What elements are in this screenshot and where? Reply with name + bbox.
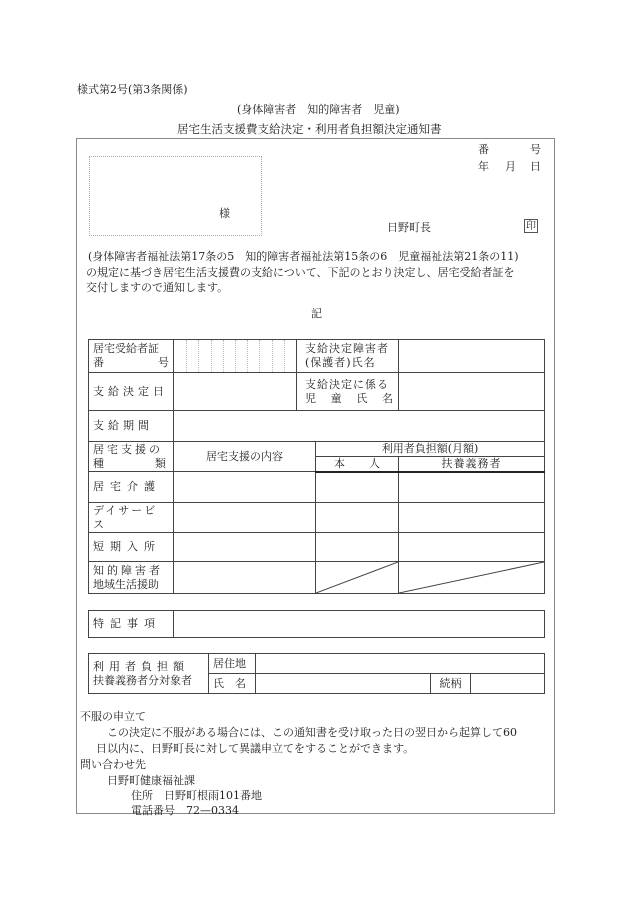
appeal-text-line2: 日以内に、日野町長に対して異議申立てをすることができます。 bbox=[96, 742, 415, 755]
relation-field[interactable] bbox=[471, 674, 545, 694]
char: 童 bbox=[330, 391, 343, 405]
home-care-content-field[interactable] bbox=[174, 472, 316, 503]
day-service-content-field[interactable] bbox=[174, 503, 316, 533]
ki-label: 記 bbox=[311, 307, 322, 320]
table-row bbox=[89, 503, 545, 533]
self-header bbox=[316, 457, 399, 472]
diagonal-strike-line bbox=[316, 562, 398, 593]
contact-phone: 電話番号 72—0334 bbox=[131, 804, 239, 817]
child-name-label-line2 bbox=[305, 392, 394, 406]
decided-person-field[interactable] bbox=[399, 340, 545, 373]
issuer-name: 日野町長 bbox=[387, 221, 431, 234]
service-type-header-line2 bbox=[93, 457, 169, 471]
cert-number-label-line2 bbox=[93, 356, 169, 370]
cert-number-go: 号 bbox=[158, 356, 169, 369]
date-month-label: 月 bbox=[505, 160, 516, 173]
service-label-short-stay: 短期入所 bbox=[89, 533, 174, 562]
table-row bbox=[89, 533, 545, 562]
address-field[interactable] bbox=[256, 654, 545, 674]
appeal-heading: 不服の申立て bbox=[80, 710, 146, 723]
number-label-go: 号 bbox=[530, 143, 541, 156]
special-notes-table bbox=[88, 610, 545, 638]
intro-line: の規定に基づき居宅生活支援費の支給について、下記のとおり決定し、居宅受給者証を bbox=[86, 265, 515, 279]
intro-line: 交付しますので通知します。 bbox=[86, 281, 229, 294]
day-service-self-field[interactable] bbox=[316, 503, 399, 533]
decided-person-label-line1: 支給決定障害者 bbox=[305, 342, 389, 355]
cert-number-label-line1: 居宅受給者証 bbox=[93, 342, 159, 355]
decided-person-label bbox=[297, 340, 399, 373]
group-living-label-line1: 知的障害者 bbox=[93, 563, 163, 577]
cert-number-ban: 番 bbox=[93, 356, 104, 369]
intro-paragraph bbox=[86, 249, 552, 296]
service-label-day-service: デイサービス bbox=[89, 503, 174, 533]
char: 児 bbox=[305, 391, 317, 405]
contact-address: 住所 日野町根雨101番地 bbox=[131, 789, 262, 802]
service-label-home-care: 居宅介護 bbox=[89, 472, 174, 503]
form-title: 居宅生活支援費支給決定・利用者負担額決定通知書 bbox=[177, 122, 442, 136]
decision-date-field[interactable] bbox=[174, 373, 297, 411]
day-service-guardian-field[interactable] bbox=[399, 503, 545, 533]
guardian-burden-label-line2: 扶養義務者分対象者 bbox=[93, 673, 192, 687]
guardian-header: 扶養義務者 bbox=[399, 457, 545, 472]
group-living-content-field[interactable] bbox=[174, 562, 316, 594]
name-field[interactable] bbox=[256, 674, 431, 694]
seal-stamp-icon: 印 bbox=[526, 221, 536, 232]
service-type-header-line1: 居宅支援の bbox=[93, 442, 163, 456]
short-stay-content-field[interactable] bbox=[174, 533, 316, 562]
appeal-text-line1: この決定に不服がある場合には、この通知書を受け取った日の翌日から起算して60 bbox=[107, 726, 517, 739]
char: 類 bbox=[155, 456, 169, 470]
special-notes-label: 特記事項 bbox=[89, 611, 174, 638]
table-row bbox=[89, 472, 545, 503]
diagonal-strike-line bbox=[399, 562, 544, 593]
char: 氏 bbox=[356, 391, 369, 405]
table-row bbox=[89, 654, 545, 674]
char: 名 bbox=[381, 391, 394, 405]
table-row bbox=[89, 411, 545, 442]
table-row bbox=[89, 562, 545, 594]
date-day-label: 日 bbox=[530, 160, 541, 173]
group-living-guardian-field-crossed bbox=[399, 562, 545, 594]
special-notes-field[interactable] bbox=[174, 611, 545, 638]
table-row bbox=[89, 373, 545, 411]
service-label-group-living bbox=[89, 562, 174, 594]
cert-number-label bbox=[89, 340, 174, 373]
child-name-label bbox=[297, 373, 399, 411]
char: 人 bbox=[369, 456, 380, 470]
intro-line: (身体障害者福祉法第17条の5 知的障害者福祉法第15条の6 児童福祉法第21条の11) bbox=[88, 250, 519, 263]
service-content-header: 居宅支援の内容 bbox=[174, 442, 316, 472]
child-name-field[interactable] bbox=[399, 373, 545, 411]
table-row bbox=[89, 442, 545, 457]
guardian-burden-table bbox=[88, 653, 545, 694]
table-row bbox=[89, 340, 545, 373]
group-living-self-field-crossed bbox=[316, 562, 399, 594]
recipient-suffix: 様 bbox=[219, 207, 230, 220]
decided-person-label-line2: (保護者)氏名 bbox=[305, 356, 376, 369]
group-living-label-line2: 地域生活援助 bbox=[93, 577, 159, 591]
short-stay-self-field[interactable] bbox=[316, 533, 399, 562]
recipient-address-box[interactable] bbox=[89, 156, 262, 236]
contact-department: 日野町健康福祉課 bbox=[107, 774, 195, 787]
self-header-text bbox=[320, 458, 394, 470]
form-number: 様式第2号(第3条関係) bbox=[77, 83, 188, 96]
form-subtitle: (身体障害者 知的障害者 児童) bbox=[237, 103, 400, 116]
number-label-ban: 番 bbox=[478, 143, 489, 156]
date-year-label: 年 bbox=[478, 160, 489, 173]
name-label: 氏 名 bbox=[209, 674, 256, 694]
home-care-self-field[interactable] bbox=[316, 472, 399, 503]
guardian-burden-label bbox=[89, 654, 209, 694]
service-type-header bbox=[89, 442, 174, 472]
decision-table bbox=[88, 339, 545, 594]
table-row bbox=[89, 611, 545, 638]
period-field[interactable] bbox=[174, 411, 545, 442]
contact-heading: 問い合わせ先 bbox=[80, 758, 146, 771]
burden-header: 利用者負担額(月額) bbox=[316, 442, 545, 457]
char: 本 bbox=[334, 456, 345, 470]
guardian-burden-label-line1: 利用者負担額 bbox=[93, 659, 189, 673]
cert-number-field[interactable] bbox=[174, 340, 297, 373]
decision-date-label: 支給決定日 bbox=[89, 373, 174, 411]
relation-label: 続柄 bbox=[431, 674, 471, 694]
short-stay-guardian-field[interactable] bbox=[399, 533, 545, 562]
period-label: 支給期間 bbox=[89, 411, 174, 442]
home-care-guardian-field[interactable] bbox=[399, 472, 545, 503]
char: 種 bbox=[93, 456, 107, 470]
child-name-label-line1: 支給決定に係る bbox=[305, 377, 389, 391]
address-label: 居住地 bbox=[209, 654, 256, 674]
